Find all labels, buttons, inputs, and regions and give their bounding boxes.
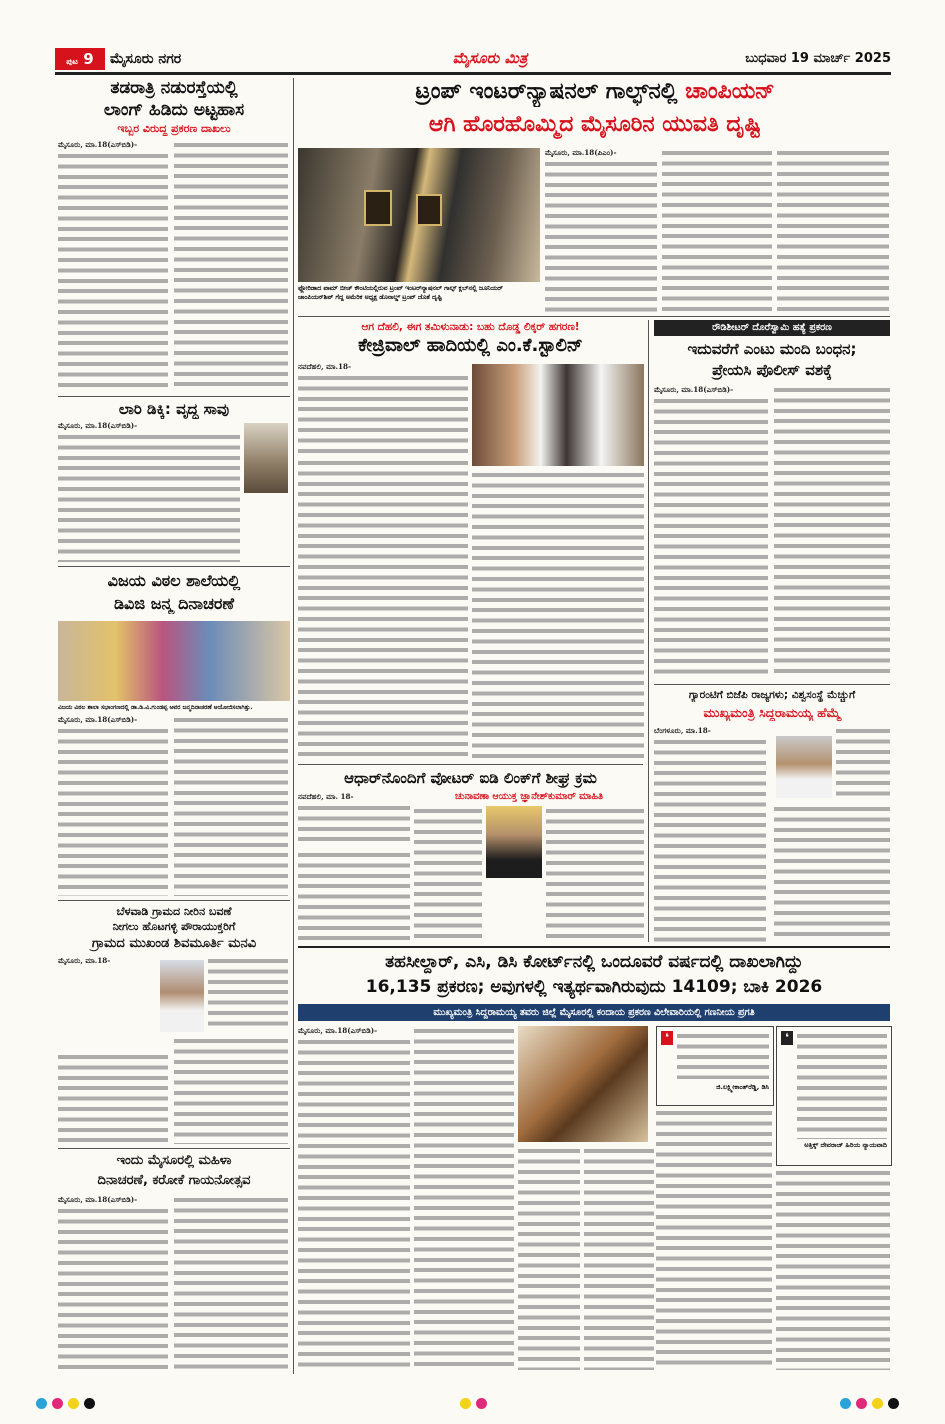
quote-icon: ❛ xyxy=(661,1031,673,1045)
registration-mark xyxy=(872,1398,883,1409)
page-number-badge xyxy=(55,48,105,70)
lorry-dateline: ಮೈಸೂರು, ಮಾ.18(ಎಸ್‌ಬಿಡಿ)- xyxy=(58,421,138,430)
column-divider xyxy=(293,78,294,1374)
trump-headline-1 xyxy=(300,77,890,107)
courts-headline-2: 16,135 ಪ್ರಕರಣ; ಅವುಗಳಲ್ಲಿ ಇತ್ಯರ್ಥವಾಗಿರುವುದು 14109; ಬಾಕಿ 2026 xyxy=(365,977,823,997)
cm-subhead: ಮುಖ್ಯಮಂತ್ರಿ ಸಿದ್ದರಾಮಯ್ಯ ಹೆಮ್ಮೆ xyxy=(703,705,841,720)
divider xyxy=(298,946,890,948)
trophy-frame-icon xyxy=(416,194,442,226)
cm-body-col2 xyxy=(836,726,890,800)
liquor-headline: ಕೇಜ್ರಿವಾಲ್ ಹಾದಿಯಲ್ಲಿ ಎಂ.ಕೆ.ಸ್ಟಾಲಿನ್ xyxy=(358,335,583,356)
registration-mark xyxy=(476,1398,487,1409)
page-number: 9 xyxy=(83,50,94,68)
section-title: ಮೈಸೂರು ನಗರ xyxy=(110,51,182,67)
divider xyxy=(298,316,890,317)
murder-headline-2: ಪ್ರೇಯಸಿ ಪೊಲೀಸ್ ವಶಕ್ಕೆ xyxy=(712,361,832,379)
courts-body-col5 xyxy=(656,1108,772,1370)
courts-dateline: ಮೈಸೂರು, ಮಾ.18(ಎಸ್‌ಬಿಡಿ)- xyxy=(298,1026,378,1035)
liquor-body-col2 xyxy=(298,458,468,758)
divider xyxy=(58,566,290,567)
divider xyxy=(298,764,643,765)
victim-photo xyxy=(244,423,288,493)
issue-date: ಬುಧವಾರ 19 ಮಾರ್ಚ್ 2025 xyxy=(745,51,891,66)
rowdies-body-col1 xyxy=(58,151,168,390)
aadhaar-body-col1b xyxy=(298,850,410,940)
murder-body-col1 xyxy=(654,396,768,678)
aadhaar-body-col3 xyxy=(546,806,644,940)
courts-body-col4 xyxy=(584,1146,654,1370)
womensday-body-col2 xyxy=(174,1195,288,1370)
murder-kicker: ರೌಡಿಶೀಟರ್ ದೊರೆಸ್ವಾಮಿ ಹತ್ಯೆ ಪ್ರಕರಣ xyxy=(654,320,890,336)
belavadi-body-col1 xyxy=(58,1052,168,1144)
trump-body-col2 xyxy=(662,148,772,312)
registration-mark xyxy=(856,1398,867,1409)
school-body-col1 xyxy=(58,726,168,896)
cm-headline: ಗ್ಯಾರಂಟಿಗೆ ಬಿಜೆಪಿ ರಾಜ್ಯಗಳು; ವಿಶ್ವಸಂಸ್ಥೆ ಮೆಚ್ಚುಗೆ xyxy=(688,689,856,701)
divider xyxy=(58,396,290,397)
header-rule xyxy=(55,72,891,75)
column-divider xyxy=(648,320,649,942)
aadhaar-subhead: ಚುನಾವಣಾ ಆಯುಕ್ತ ಜ್ಞಾನೇಶ್‌ಕುಮಾರ್ ಮಾಹಿತಿ xyxy=(454,791,604,802)
quote-icon: ❛ xyxy=(781,1031,793,1045)
school-headline-1: ವಿಜಯ ವಿಠಲ ಶಾಲೆಯಲ್ಲಿ xyxy=(107,571,241,590)
belavadi-kicker-1: ಬೆಳವಾಡಿ ಗ್ರಾಮದ ನೀರಿನ ಬವಣೆ xyxy=(116,905,232,918)
divider xyxy=(654,684,890,685)
courts-body-col6 xyxy=(776,1168,890,1370)
lorry-body xyxy=(58,432,240,562)
trump-headline-2: ಆಗಿ ಹೊರಹೊಮ್ಮಿದ ಮೈಸೂರಿನ ಯುವತಿ ದೃಷ್ಟಿ xyxy=(428,112,762,137)
cm-body-col1 xyxy=(654,737,766,942)
liquor-body-col1 xyxy=(298,373,468,455)
gyanesh-kumar-photo xyxy=(486,806,542,878)
shivamurthy-photo xyxy=(160,960,204,1032)
registration-mark xyxy=(52,1398,63,1409)
courts-body-col2 xyxy=(414,1026,514,1370)
school-photo-caption: ವಿಜಯ ವಿಠಲ ಶಾಲಾ ಸಭಾಂಗಣದಲ್ಲಿ ಡಾ.ಡಿ.ವಿ.ಗುಂಡಪ್ಪ ಅವರ ಜನ್ಮದಿನಾಚರಣೆ ಆಯೋಜಿಸಲಾಗಿತ್ತು. xyxy=(58,704,253,711)
stalin-photo xyxy=(472,364,644,466)
belavadi-headline: ಗ್ರಾಮದ ಮುಖಂಡ ಶಿವಮೂರ್ತಿ ಮನವಿ xyxy=(91,936,257,951)
school-body-col2 xyxy=(174,715,288,896)
belavadi-body-col2 xyxy=(208,956,288,1032)
womensday-headline-2: ದಿನಾಚರಣೆ, ಕರೋಕೆ ಗಾಯನೋತ್ಸವ xyxy=(97,1173,251,1188)
trophy-frame-icon xyxy=(364,190,392,226)
liquor-body-col3 xyxy=(472,470,644,758)
dc-quote-byline: ಜಿ.ಲಕ್ಷ್ಮೀಕಾಂತ್‌ರೆಡ್ಡಿ, ಡಿಸಿ xyxy=(716,1083,769,1091)
gavel-photo xyxy=(518,1026,648,1142)
belavadi-kicker-2: ನೀಗಲು ಹೊಟಗಳ್ಳಿ ಪೌರಾಯುಕ್ತರಿಗೆ xyxy=(112,920,236,933)
trump-dateline: ಮೈಸೂರು, ಮಾ.18(ಪಿಎಂ)- xyxy=(545,148,617,157)
trump-body-col1 xyxy=(545,159,657,312)
divider xyxy=(58,1148,290,1149)
liquor-kicker: ಆಗ ದೆಹಲಿ, ಈಗ ತಮಿಳುನಾಡು: ಬಹು ದೊಡ್ಡ ಲಿಕ್ಕರ್ ಹಗರಣ! xyxy=(361,321,580,333)
registration-mark xyxy=(460,1398,471,1409)
registration-mark xyxy=(888,1398,899,1409)
courts-headline-1: ತಹಸೀಲ್ದಾರ್, ಎಸಿ, ಡಿಸಿ ಕೋರ್ಟ್‌ನಲ್ಲಿ ಒಂದೂವರೆ ವರ್ಷದಲ್ಲಿ ದಾಖಲಾಗಿದ್ದು xyxy=(385,952,803,972)
lawyer-quote-box xyxy=(776,1026,892,1166)
page-label: ಪುಟ xyxy=(66,57,79,66)
aadhaar-body-col1 xyxy=(298,803,410,847)
womensday-headline-1: ಇಂದು ಮೈಸೂರಲ್ಲಿ ಮಹಿಳಾ xyxy=(116,1153,232,1168)
cm-body-col3 xyxy=(774,804,890,942)
masthead-logo: ಮೈಸೂರು ಮಿತ್ರ xyxy=(452,49,528,67)
dc-quote-box xyxy=(656,1026,774,1106)
divider xyxy=(58,900,290,901)
registration-mark xyxy=(840,1398,851,1409)
courts-body-col3 xyxy=(518,1146,580,1370)
liquor-dateline: ನವದೆಹಲಿ, ಮಾ.18- xyxy=(298,362,351,371)
courts-body-col1 xyxy=(298,1037,410,1370)
siddaramaiah-photo xyxy=(776,736,832,798)
aadhaar-body-col2 xyxy=(414,806,482,940)
lorry-headline: ಲಾರಿ ಡಿಕ್ಕಿ: ವೃದ್ಧ ಸಾವು xyxy=(118,400,230,418)
rowdies-headline-2: ಲಾಂಗ್ ಹಿಡಿದು ಅಟ್ಟಹಾಸ xyxy=(103,100,245,120)
rowdies-subhead: ಇಬ್ಬರ ವಿರುದ್ಧ ಪ್ರಕರಣ ದಾಖಲು xyxy=(117,122,231,135)
trump-photo xyxy=(298,148,540,282)
registration-mark xyxy=(84,1398,95,1409)
school-headline-2: ಡಿವಿಜಿ ಜನ್ಮ ದಿನಾಚರಣೆ xyxy=(113,594,235,613)
courts-banner: ಮುಖ್ಯಮಂತ್ರಿ ಸಿದ್ದರಾಮಯ್ಯ ತವರು ಜಿಲ್ಲೆ ಮೈಸೂರಲ್ಲಿ ಕಂದಾಯ ಪ್ರಕರಣ ವಿಲೇವಾರಿಯಲ್ಲಿ ಗಣನೀಯ ಪ್ರಗತಿ xyxy=(298,1004,890,1021)
trump-headline-1-red: ಚಾಂಪಿಯನ್ xyxy=(685,79,775,104)
cm-dateline: ಬೆಂಗಳೂರು, ಮಾ.18- xyxy=(654,726,711,735)
aadhaar-dateline: ನವದೆಹಲಿ, ಮಾ. 18- xyxy=(298,792,354,801)
trump-photo-caption: ಫ್ಲೋರಿಡಾದ ಪಾಮ್ ಬೀಚ್ ಕೌಂಟಿಯಲ್ಲಿರುವ ಟ್ರಂಪ್ ಇಂಟರ್‌ನ್ಯಾಷನಲ್ ಗಾಲ್ಫ್ ಕ್ಲಬ್‌ನಲ್ಲಿ ಜೂನಿಯರ್ ಚಾಂಪಿಯನ್‌ಶಿಪ್ ಗೆದ್ದ ಅಮೆರಿಕ ಅಧ್ಯಕ್ಷ ಡೊನಾಲ್ಡ್ ಟ್ರಂಪ್ ಜೊತೆ ದೃಷ್ಟಿ xyxy=(298,285,503,301)
rowdies-body-col2 xyxy=(174,140,288,390)
murder-headline-1: ಇದುವರೆಗೆ ಎಂಟು ಮಂದಿ ಬಂಧನ; xyxy=(687,340,857,358)
lawyer-quote-text xyxy=(797,1031,887,1139)
murder-body-col2 xyxy=(774,385,890,678)
rowdies-headline-1: ತಡರಾತ್ರಿ ನಡುರಸ್ತೆಯಲ್ಲಿ xyxy=(110,78,238,98)
registration-mark xyxy=(36,1398,47,1409)
murder-dateline: ಮೈಸೂರು, ಮಾ.18(ಎಸ್‌ಬಿಡಿ)- xyxy=(654,385,734,394)
lawyer-quote-byline: ಅತ್ತಿಕ್ಕ್ ದೇವರಾಜ್ ಹಿರಿಯ ನ್ಯಾಯವಾದಿ xyxy=(804,1141,887,1149)
registration-mark xyxy=(68,1398,79,1409)
belavadi-dateline: ಮೈಸೂರು, ಮಾ.18- xyxy=(58,956,111,965)
womensday-body-col1 xyxy=(58,1206,168,1370)
school-dateline: ಮೈಸೂರು, ಮಾ.18(ಎಸ್‌ಬಿಡಿ)- xyxy=(58,715,138,724)
dc-quote-text xyxy=(677,1031,769,1079)
trump-body-col3 xyxy=(777,148,889,312)
rowdies-dateline: ಮೈಸೂರು, ಮಾ.18(ಎಸ್‌ಬಿಡಿ)- xyxy=(58,140,138,149)
womensday-dateline: ಮೈಸೂರು, ಮಾ.18(ಎಸ್‌ಬಿಡಿ)- xyxy=(58,1195,138,1204)
trump-headline-1-text: ಟ್ರಂಪ್ ಇಂಟರ್‌ನ್ಯಾಷನಲ್ ಗಾಲ್ಫ್‌ನಲ್ಲಿ xyxy=(415,79,678,104)
belavadi-body-col3 xyxy=(174,1036,288,1144)
school-event-photo xyxy=(58,621,290,701)
aadhaar-headline: ಆಧಾರ್‌ನೊಂದಿಗೆ ವೋಟರ್ ಐಡಿ ಲಿಂಕ್‌ಗೆ ಶೀಘ್ರ ಕ್ರಮ xyxy=(344,769,597,787)
